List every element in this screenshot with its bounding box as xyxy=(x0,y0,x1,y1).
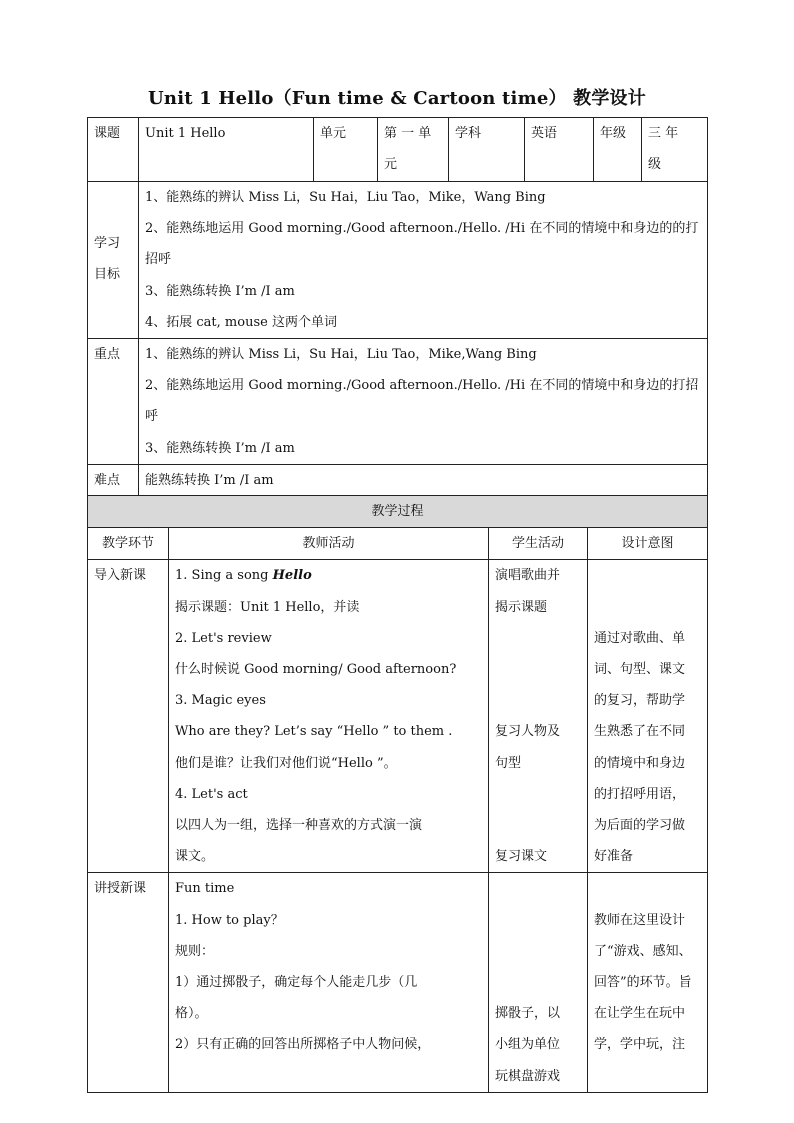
grade-label: 年级 xyxy=(594,118,642,182)
goals-label: 学习 目标 xyxy=(88,182,139,339)
new-lesson-stage: 讲授新课 xyxy=(88,873,169,1092)
goal-line: 1、能熟练的辨认 Miss Li，Su Hai，Liu Tao，Mike，Wang Bing xyxy=(145,190,546,205)
goal-line: 3、能熟练转换 I’m /I am xyxy=(145,283,295,299)
difficulty-content: 能熟练转换 I’m /I am xyxy=(139,465,708,497)
key-points-content xyxy=(139,339,708,465)
column-header-purpose: 设计意图 xyxy=(588,528,708,560)
goals-content xyxy=(139,182,708,339)
info-table xyxy=(87,117,708,497)
difficulty-label: 难点 xyxy=(88,465,139,497)
intro-teacher-activity xyxy=(169,560,489,873)
intro-stage: 导入新课 xyxy=(88,560,169,873)
unit-label: 单元 xyxy=(314,118,378,182)
key-points-label: 重点 xyxy=(88,339,139,465)
process-header: 教学过程 xyxy=(88,496,708,528)
column-header-stage: 教学环节 xyxy=(88,528,169,560)
intro-student-activity: 演唱歌曲并 揭示课题 复习人物及 句型 复习课文 xyxy=(489,560,588,873)
goal-line: 2、能熟练地运用 Good morning./Good afternoon./Hello. /Hi 在不同的情境中和身边的的打招呼 xyxy=(145,221,699,268)
unit-value: 第 一 单 元 xyxy=(378,118,449,182)
process-table xyxy=(87,495,708,1093)
intro-song-prefix: 1. Sing a song xyxy=(175,568,273,584)
document-title: Unit 1 Hello（Fun time & Cartoon time） 教学设计 xyxy=(148,88,646,109)
topic-value: Unit 1 Hello xyxy=(139,118,314,182)
key-point-line: 2、能熟练地运用 Good morning./Good afternoon./Hello. /Hi 在不同的情境中和身边的打招呼 xyxy=(145,378,699,425)
new-lesson-student-activity: 掷骰子，以 小组为单位 玩棋盘游戏 xyxy=(489,873,588,1092)
grade-value: 三 年 级 xyxy=(642,118,708,182)
subject-value: 英语 xyxy=(525,118,594,182)
goal-line: 4、拓展 cat, mouse 这两个单词 xyxy=(145,314,337,330)
key-point-line: 1、能熟练的辨认 Miss Li，Su Hai，Liu Tao，Mike,Wang Bing xyxy=(145,347,537,363)
topic-label: 课题 xyxy=(88,118,139,182)
intro-teacher-steps: 揭示课题：Unit 1 Hello，并读 2. Let's review 什么时候说 Good morning/ Good afternoon? 3. Magic eyes Who are they? Let’s say “Hello ” to them . 他们是谁？让我们对他们说“Hello ”。 4. Let's act 以四人为一组，选择一种喜欢的方式演一演 课文。 xyxy=(175,599,457,865)
intro-song-line xyxy=(175,560,482,591)
new-lesson-design-purpose: 教师在这里设计 了“游戏、感知、 回答”的环节。旨 在让学生在玩中 学，学中玩，注 xyxy=(588,873,708,1092)
column-header-teacher: 教师活动 xyxy=(169,528,489,560)
new-lesson-teacher-activity: Fun time 1. How to play？ 规则： 1）通过掷骰子，确定每个人能走几步（几 格）。 2）只有正确的回答出所掷格子中人物问候， xyxy=(169,873,489,1092)
subject-label: 学科 xyxy=(449,118,525,182)
key-point-line: 3、能熟练转换 I’m /I am xyxy=(145,440,295,456)
column-header-student: 学生活动 xyxy=(489,528,588,560)
intro-design-purpose: 通过对歌曲、单 词、句型、课文 的复习，帮助学 生熟悉了在不同 的情境中和身边 的打招呼用语， 为后面的学习做 好准备 xyxy=(588,560,708,873)
intro-song-title: Hello xyxy=(272,568,312,584)
